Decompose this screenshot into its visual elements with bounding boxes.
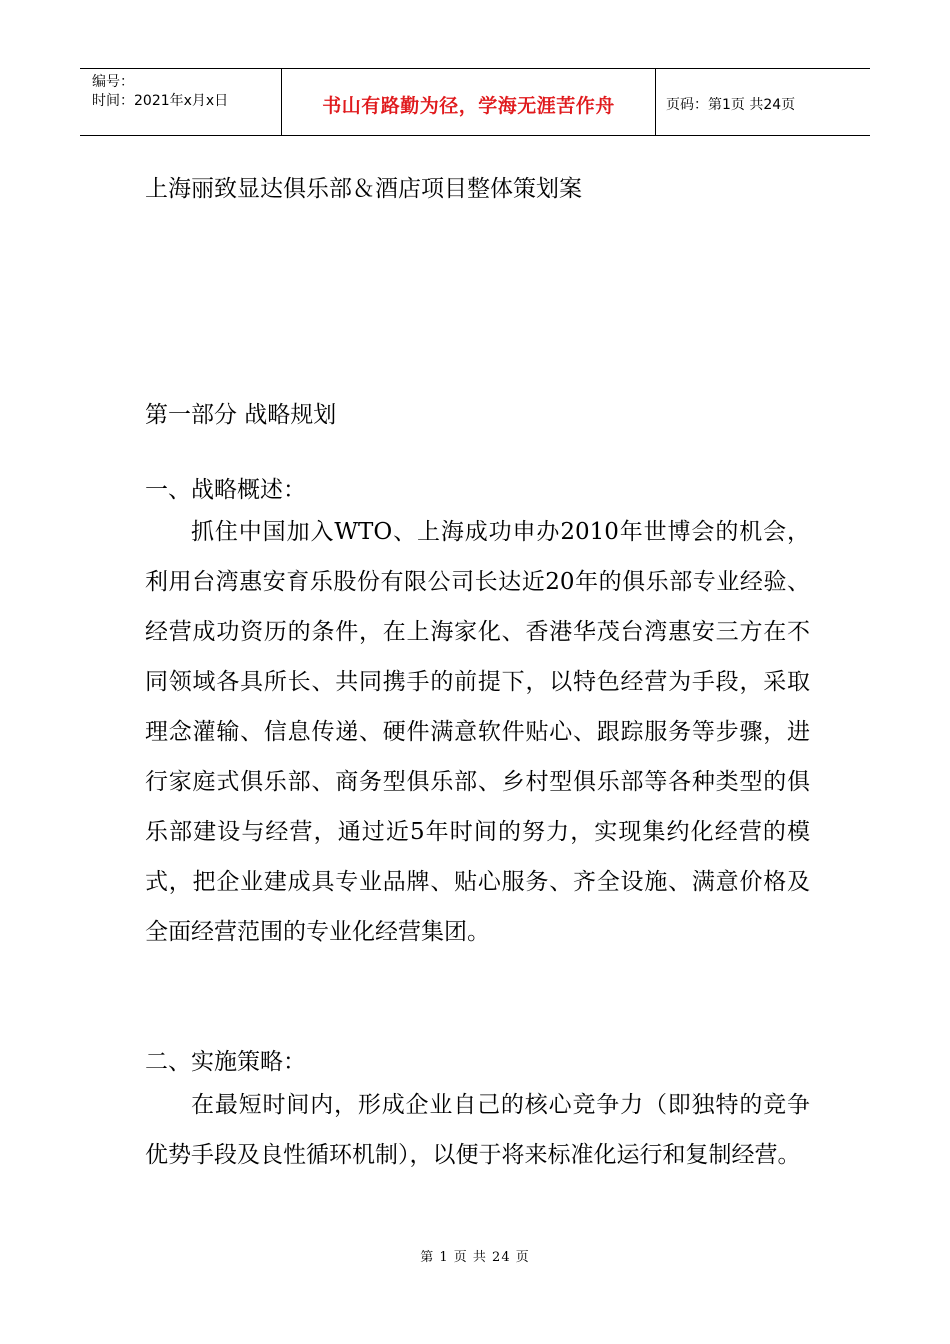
motto-text: 书山有路勤为径，学海无涯苦作舟 <box>322 94 615 117</box>
section1-heading: 一、战略概述： <box>145 477 306 503</box>
header-table <box>80 68 870 136</box>
header-page-cell <box>656 69 870 135</box>
section1-body: 抓住中国加入WTO、上海成功申办2010年世博会的机会，利用台湾惠安育乐股份有限公司长达近20年的俱乐部专业经验、经营成功资历的条件，在上海家化、香港华茂台湾惠安三方在不同领域各具所长、共同携手的前提下，以特色经营为手段，采取理念灌输、信息传递、硬件满意软件贴心、跟踪服务等步骤，进行家庭式俱乐部、商务型俱乐部、乡村型俱乐部等各种类型的俱乐部建设与经营，通过近5年时间的努力，实现集约化经营的模式，把企业建成具专业品牌、贴心服务、齐全设施、满意价格及全面经营范围的专业化经营集团。 <box>145 519 810 945</box>
page-info: 页码：第1页 共24页 <box>666 97 796 113</box>
time-label: 时间：2021年x月x日 <box>92 93 229 109</box>
page-footer: 第 1 页 共 24 页 <box>420 1250 530 1265</box>
document-title: 上海丽致显达俱乐部＆酒店项目整体策划案 <box>145 176 582 202</box>
section2-heading: 二、实施策略： <box>145 1049 306 1075</box>
section2-body: 在最短时间内，形成企业自己的核心竞争力（即独特的竞争优势手段及良性循环机制），以便于将来标准化运行和复制经营。 <box>145 1092 810 1168</box>
header-meta-cell <box>80 69 282 135</box>
part-heading: 第一部分 战略规划 <box>145 402 337 428</box>
number-label: 编号： <box>92 74 134 90</box>
header-motto-cell <box>282 69 656 135</box>
